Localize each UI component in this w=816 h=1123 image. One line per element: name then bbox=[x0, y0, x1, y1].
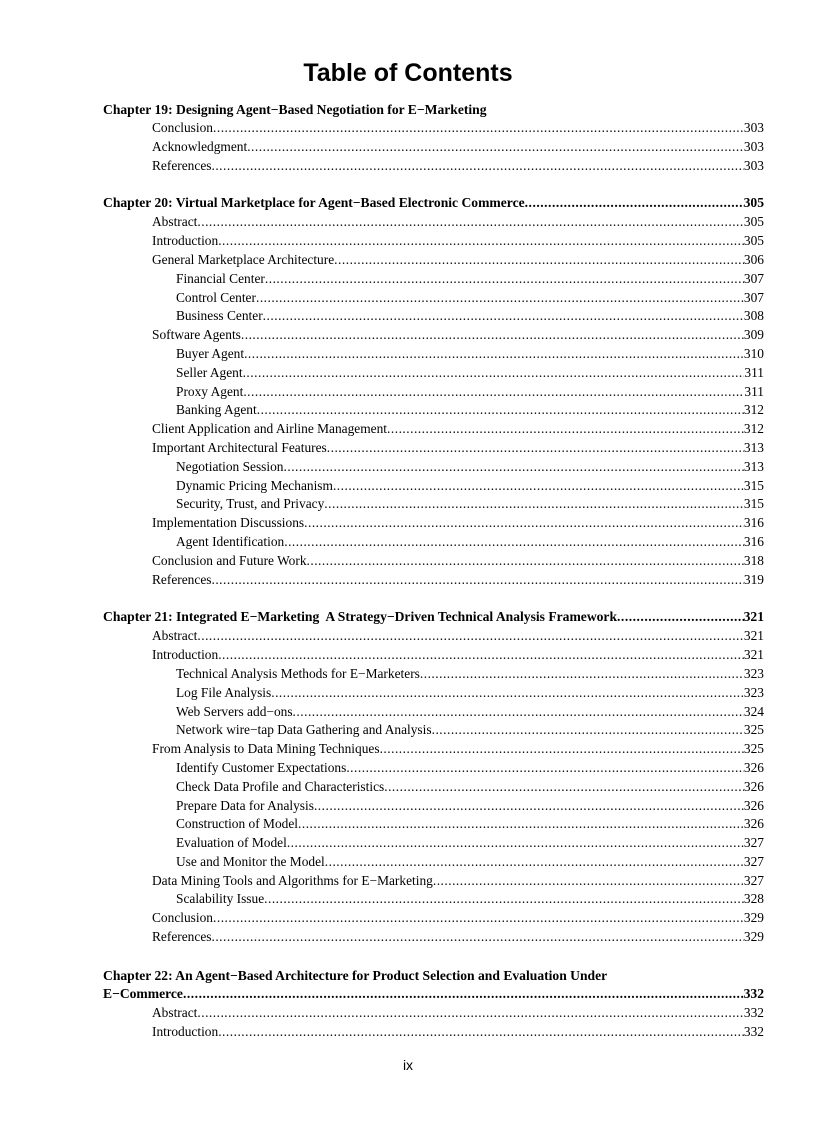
entry-page-number: 315 bbox=[743, 496, 764, 512]
toc-entry[interactable] bbox=[103, 364, 764, 383]
entry-page-number: 318 bbox=[743, 552, 764, 568]
entry-title: Scalability Issue bbox=[176, 891, 265, 907]
entry-page-number: 327 bbox=[743, 872, 764, 888]
dot-leader bbox=[433, 872, 744, 891]
entry-title: Technical Analysis Methods for E−Marketers bbox=[176, 665, 420, 681]
toc-entry[interactable] bbox=[103, 307, 764, 326]
entry-title: Introduction bbox=[152, 647, 219, 663]
toc-entry[interactable] bbox=[103, 665, 764, 684]
toc-entry[interactable] bbox=[103, 872, 764, 891]
entry-page-number: 315 bbox=[743, 477, 764, 493]
toc-entry[interactable] bbox=[103, 383, 764, 402]
entry-page-number: 305 bbox=[743, 214, 764, 230]
entry-title: Banking Agent bbox=[176, 402, 257, 418]
entry-title: General Marketplace Architecture bbox=[152, 251, 335, 267]
toc-entry[interactable] bbox=[103, 326, 764, 345]
table-of-contents bbox=[103, 100, 764, 1060]
entry-page-number: 310 bbox=[743, 345, 764, 361]
dot-leader bbox=[380, 740, 744, 759]
entry-page-number: 313 bbox=[743, 439, 764, 455]
toc-entry[interactable] bbox=[103, 928, 764, 947]
entry-page-number: 307 bbox=[743, 270, 764, 286]
dot-leader bbox=[617, 608, 744, 627]
toc-entry[interactable] bbox=[103, 571, 764, 590]
entry-title: Identify Customer Expectations bbox=[176, 759, 347, 775]
entry-title: Introduction bbox=[152, 1023, 219, 1039]
entry-title: Introduction bbox=[152, 233, 219, 249]
toc-entry[interactable] bbox=[103, 552, 764, 571]
entry-page-number: 303 bbox=[743, 120, 764, 135]
dot-leader bbox=[211, 928, 743, 947]
toc-entry[interactable] bbox=[103, 270, 764, 289]
entry-title: Check Data Profile and Characteristics bbox=[176, 778, 385, 794]
entry-page-number: 326 bbox=[743, 759, 764, 775]
toc-entry[interactable] bbox=[103, 289, 764, 308]
dot-leader bbox=[257, 401, 744, 420]
chapter-title: Chapter 21: Integrated E−Marketing A Strategy−Driven Technical Analysis Framework bbox=[103, 609, 618, 625]
dot-leader bbox=[271, 684, 744, 703]
chapter-21 bbox=[103, 608, 764, 947]
toc-entry[interactable] bbox=[103, 778, 764, 797]
entry-title: Abstract bbox=[152, 1004, 198, 1020]
toc-entry[interactable] bbox=[103, 759, 764, 778]
toc-entry[interactable] bbox=[103, 420, 764, 439]
dot-leader bbox=[384, 778, 744, 797]
dot-leader bbox=[218, 1023, 744, 1042]
dot-leader bbox=[218, 232, 744, 251]
dot-leader bbox=[213, 909, 744, 928]
entry-page-number: 316 bbox=[743, 515, 764, 531]
entry-title: Security, Trust, and Privacy bbox=[176, 496, 325, 512]
entry-page-number: 327 bbox=[743, 853, 764, 869]
chapter-heading[interactable] bbox=[103, 985, 764, 1004]
chapter-20 bbox=[103, 194, 764, 589]
chapter-title: Chapter 20: Virtual Marketplace for Agent−Based Electronic Commerce bbox=[103, 195, 525, 211]
entry-title: Important Architectural Features bbox=[152, 439, 327, 455]
chapter-title: Chapter 19: Designing Agent−Based Negotiation for E−Marketing bbox=[103, 102, 487, 117]
toc-entry[interactable] bbox=[103, 138, 764, 157]
entry-title: Software Agents bbox=[152, 327, 241, 343]
entry-title: Evaluation of Model bbox=[176, 835, 287, 851]
dot-leader bbox=[334, 251, 744, 270]
entry-page-number: 312 bbox=[743, 402, 764, 418]
toc-entry[interactable] bbox=[103, 157, 764, 176]
dot-leader bbox=[244, 345, 744, 364]
entry-title: References bbox=[152, 571, 212, 587]
toc-entry[interactable] bbox=[103, 477, 764, 496]
dot-leader bbox=[346, 759, 744, 778]
entry-page-number: 308 bbox=[743, 308, 764, 324]
chapter-heading[interactable] bbox=[103, 608, 764, 627]
toc-entry[interactable] bbox=[103, 119, 764, 138]
entry-page-number: 312 bbox=[743, 421, 764, 437]
dot-leader bbox=[387, 420, 744, 439]
entry-title: Conclusion and Future Work bbox=[152, 552, 307, 568]
toc-entry[interactable] bbox=[103, 1004, 764, 1023]
entry-page-number: 325 bbox=[743, 741, 764, 757]
entry-page-number: 332 bbox=[743, 1004, 764, 1020]
entry-page-number: 303 bbox=[743, 138, 764, 154]
entry-title: Abstract bbox=[152, 628, 198, 644]
entry-page-number: 326 bbox=[743, 797, 764, 813]
dot-leader bbox=[243, 383, 744, 402]
entry-title: Agent Identification bbox=[176, 533, 285, 549]
dot-leader bbox=[298, 815, 744, 834]
dot-leader bbox=[197, 627, 744, 646]
entry-title: Conclusion bbox=[152, 120, 214, 135]
dot-leader bbox=[197, 1004, 744, 1023]
toc-entry[interactable] bbox=[103, 684, 764, 703]
dot-leader bbox=[264, 890, 744, 909]
entry-page-number: 324 bbox=[743, 703, 764, 719]
entry-title: Implementation Discussions bbox=[152, 515, 305, 531]
toc-entry[interactable] bbox=[103, 721, 764, 740]
chapter-heading[interactable] bbox=[103, 100, 764, 119]
entry-title: Web Servers add−ons bbox=[176, 703, 293, 719]
entry-page-number: 329 bbox=[743, 910, 764, 926]
entry-title: References bbox=[152, 157, 212, 173]
dot-leader bbox=[284, 458, 744, 477]
dot-leader bbox=[197, 213, 744, 232]
toc-entry[interactable] bbox=[103, 232, 764, 251]
dot-leader bbox=[420, 665, 744, 684]
entry-page-number: 321 bbox=[743, 647, 764, 663]
dot-leader bbox=[265, 270, 744, 289]
toc-entry[interactable] bbox=[103, 345, 764, 364]
entry-title: Business Center bbox=[176, 308, 263, 324]
entry-title: Client Application and Airline Management bbox=[152, 421, 388, 437]
dot-leader bbox=[327, 439, 744, 458]
entry-page-number: 306 bbox=[743, 251, 764, 267]
entry-title: Log File Analysis bbox=[176, 684, 272, 700]
page-title: Table of Contents bbox=[303, 59, 513, 87]
toc-entry[interactable] bbox=[103, 533, 764, 552]
toc-entry[interactable] bbox=[103, 401, 764, 420]
toc-entry[interactable] bbox=[103, 1023, 764, 1042]
toc-entry[interactable] bbox=[103, 740, 764, 759]
page-number-footer: ix bbox=[402, 1057, 414, 1073]
dot-leader bbox=[211, 571, 743, 590]
entry-page-number: 305 bbox=[743, 233, 764, 249]
entry-page-number: 311 bbox=[744, 364, 764, 380]
entry-title: Negotiation Session bbox=[176, 458, 284, 474]
entry-page-number: 329 bbox=[743, 929, 764, 945]
toc-entry[interactable] bbox=[103, 251, 764, 270]
toc-entry[interactable] bbox=[103, 458, 764, 477]
dot-leader bbox=[284, 533, 744, 552]
chapter-page-number: 332 bbox=[743, 985, 764, 1001]
toc-entry[interactable] bbox=[103, 853, 764, 872]
dot-leader bbox=[213, 119, 744, 138]
dot-leader bbox=[525, 194, 744, 213]
entry-page-number: 327 bbox=[743, 835, 764, 851]
entry-title: From Analysis to Data Mining Techniques bbox=[152, 741, 380, 757]
toc-entry[interactable] bbox=[103, 439, 764, 458]
toc-entry[interactable] bbox=[103, 213, 764, 232]
chapter-22 bbox=[103, 966, 764, 1042]
entry-title: Seller Agent bbox=[176, 364, 243, 380]
toc-entry[interactable] bbox=[103, 703, 764, 722]
entry-title: Proxy Agent bbox=[176, 383, 244, 399]
entry-page-number: 316 bbox=[743, 533, 764, 549]
toc-entry[interactable] bbox=[103, 890, 764, 909]
dot-leader bbox=[247, 138, 744, 157]
chapter-page-number: 321 bbox=[743, 609, 764, 625]
dot-leader bbox=[304, 514, 744, 533]
toc-entry[interactable] bbox=[103, 646, 764, 665]
entry-page-number: 328 bbox=[743, 891, 764, 907]
entry-page-number: 303 bbox=[743, 157, 764, 173]
entry-page-number: 319 bbox=[743, 571, 764, 587]
chapter-19 bbox=[103, 100, 764, 175]
entry-title: Acknowledgment bbox=[152, 138, 248, 154]
toc-entry[interactable] bbox=[103, 514, 764, 533]
entry-page-number: 311 bbox=[744, 383, 764, 399]
chapter-page-number: 305 bbox=[743, 195, 764, 211]
chapter-title-line1: Chapter 22: An Agent−Based Architecture for Product Selection and Evaluation Under bbox=[103, 967, 608, 983]
dot-leader bbox=[241, 326, 744, 345]
dot-leader bbox=[256, 289, 744, 308]
dot-leader bbox=[314, 797, 744, 816]
toc-entry[interactable] bbox=[103, 909, 764, 928]
entry-page-number: 323 bbox=[743, 684, 764, 700]
dot-leader bbox=[307, 552, 744, 571]
entry-page-number: 313 bbox=[743, 458, 764, 474]
dot-leader bbox=[287, 834, 744, 853]
dot-leader bbox=[432, 721, 744, 740]
entry-title: References bbox=[152, 929, 212, 945]
entry-page-number: 323 bbox=[743, 665, 764, 681]
dot-leader bbox=[333, 477, 744, 496]
entry-page-number: 326 bbox=[743, 816, 764, 832]
dot-leader bbox=[183, 985, 744, 1004]
chapter-heading-line1[interactable] bbox=[103, 966, 764, 985]
dot-leader bbox=[218, 646, 744, 665]
entry-title: Conclusion bbox=[152, 910, 214, 926]
toc-entry[interactable] bbox=[103, 834, 764, 853]
entry-page-number: 321 bbox=[743, 628, 764, 644]
entry-page-number: 332 bbox=[743, 1023, 764, 1039]
entry-title: Data Mining Tools and Algorithms for E−Marketing bbox=[152, 872, 433, 888]
entry-title: Construction of Model bbox=[176, 816, 298, 832]
chapter-heading[interactable] bbox=[103, 194, 764, 213]
entry-page-number: 309 bbox=[743, 327, 764, 343]
entry-title: Financial Center bbox=[176, 270, 265, 286]
entry-page-number: 307 bbox=[743, 289, 764, 305]
entry-title: Dynamic Pricing Mechanism bbox=[176, 477, 333, 493]
entry-title: Control Center bbox=[176, 289, 256, 305]
dot-leader bbox=[324, 495, 744, 514]
dot-leader bbox=[243, 364, 745, 383]
entry-page-number: 325 bbox=[743, 722, 764, 738]
toc-entry[interactable] bbox=[103, 627, 764, 646]
dot-leader bbox=[263, 307, 744, 326]
entry-title: Network wire−tap Data Gathering and Analysis bbox=[176, 722, 432, 738]
dot-leader bbox=[211, 157, 743, 176]
toc-entry[interactable] bbox=[103, 797, 764, 816]
entry-title: Abstract bbox=[152, 214, 198, 230]
entry-title: Prepare Data for Analysis bbox=[176, 797, 314, 813]
dot-leader bbox=[325, 853, 744, 872]
toc-entry[interactable] bbox=[103, 815, 764, 834]
toc-entry[interactable] bbox=[103, 495, 764, 514]
chapter-title: E−Commerce bbox=[103, 985, 183, 1001]
entry-title: Use and Monitor the Model bbox=[176, 853, 325, 869]
entry-page-number: 326 bbox=[743, 778, 764, 794]
dot-leader bbox=[293, 703, 744, 722]
entry-title: Buyer Agent bbox=[176, 345, 245, 361]
